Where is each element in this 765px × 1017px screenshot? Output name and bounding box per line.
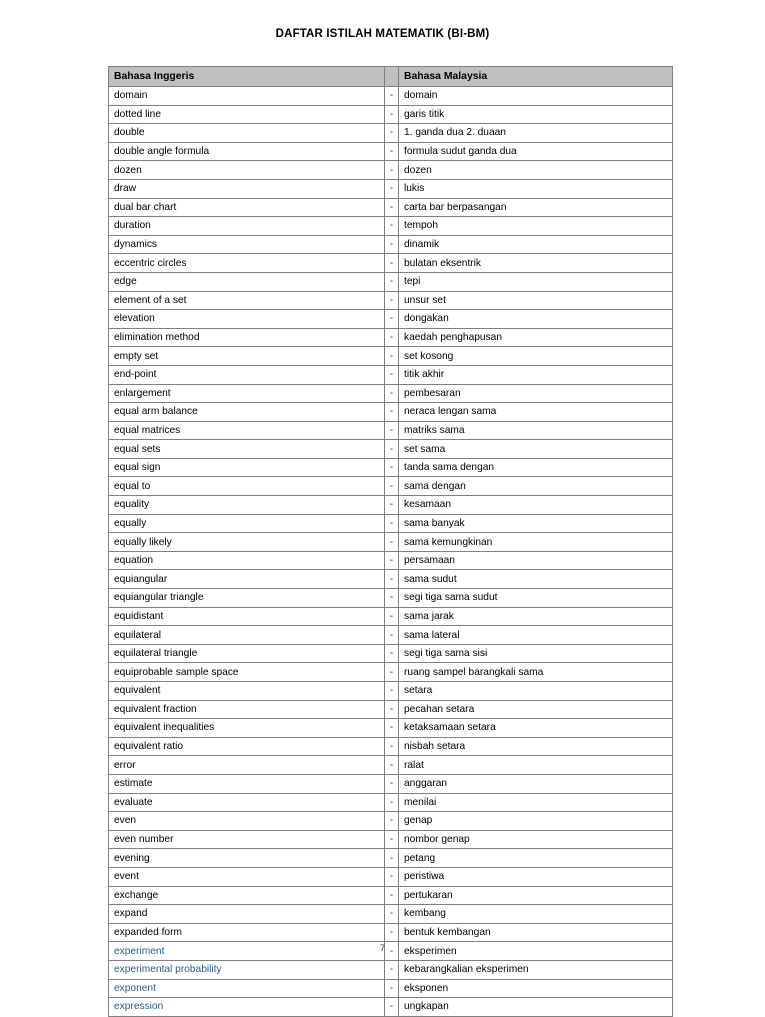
term-english: experiment [109,942,385,961]
term-english: error [109,756,385,775]
term-separator: - [385,756,399,775]
term-malay: domain [399,87,673,106]
term-separator: - [385,514,399,533]
table-row [109,570,673,589]
term-separator: - [385,365,399,384]
term-separator: - [385,272,399,291]
table-row [109,849,673,868]
term-malay: sama banyak [399,514,673,533]
term-malay: kesamaan [399,496,673,515]
term-separator: - [385,570,399,589]
term-english: even number [109,830,385,849]
term-malay: pertukaran [399,886,673,905]
term-separator: - [385,403,399,422]
term-english: elevation [109,310,385,329]
term-separator: - [385,328,399,347]
table-row [109,626,673,645]
term-malay: eksponen [399,979,673,998]
table-row [109,477,673,496]
term-malay: kembang [399,905,673,924]
term-separator: - [385,923,399,942]
table-header-row [109,67,673,87]
table-row [109,458,673,477]
term-english: equiangular [109,570,385,589]
term-english: dual bar chart [109,198,385,217]
table-row [109,272,673,291]
term-english: equal sign [109,458,385,477]
term-separator: - [385,496,399,515]
term-malay: formula sudut ganda dua [399,142,673,161]
term-malay: kebarangkalian eksperimen [399,960,673,979]
term-english: exponent [109,979,385,998]
term-separator: - [385,105,399,124]
term-english: draw [109,179,385,198]
term-separator: - [385,235,399,254]
term-english: expanded form [109,923,385,942]
table-row [109,496,673,515]
table-row [109,347,673,366]
term-english: expand [109,905,385,924]
term-malay: tanda sama dengan [399,458,673,477]
term-malay: persamaan [399,551,673,570]
table-row [109,830,673,849]
term-english: duration [109,217,385,236]
term-separator: - [385,812,399,831]
term-english: enlargement [109,384,385,403]
term-malay: sama sudut [399,570,673,589]
term-malay: tepi [399,272,673,291]
term-separator: - [385,774,399,793]
term-separator: - [385,310,399,329]
term-english: event [109,867,385,886]
table-row [109,663,673,682]
term-english: evening [109,849,385,868]
term-english: equation [109,551,385,570]
term-malay: carta bar berpasangan [399,198,673,217]
table-row [109,886,673,905]
table-row [109,124,673,143]
term-separator: - [385,942,399,961]
term-english: equally likely [109,533,385,552]
term-malay: titik akhir [399,365,673,384]
term-english: expression [109,998,385,1017]
table-row [109,235,673,254]
term-separator: - [385,87,399,106]
column-header-separator [385,67,399,87]
table-row [109,440,673,459]
term-english: equivalent [109,682,385,701]
term-english: double angle formula [109,142,385,161]
term-malay: bulatan eksentrik [399,254,673,273]
term-english: edge [109,272,385,291]
term-english: equivalent fraction [109,700,385,719]
term-english: empty set [109,347,385,366]
term-separator: - [385,644,399,663]
term-separator: - [385,830,399,849]
table-row [109,365,673,384]
term-english: eccentric circles [109,254,385,273]
term-english: exchange [109,886,385,905]
term-malay: neraca lengan sama [399,403,673,422]
term-malay: menilai [399,793,673,812]
term-english: equiprobable sample space [109,663,385,682]
table-row [109,682,673,701]
table-row [109,979,673,998]
term-separator: - [385,384,399,403]
term-separator: - [385,477,399,496]
table-row [109,737,673,756]
term-english: equivalent ratio [109,737,385,756]
term-english: equal matrices [109,421,385,440]
term-english: equal to [109,477,385,496]
term-malay: set kosong [399,347,673,366]
term-english: evaluate [109,793,385,812]
table-row [109,421,673,440]
table-row [109,644,673,663]
term-separator: - [385,217,399,236]
term-english: end-point [109,365,385,384]
term-malay: dozen [399,161,673,180]
term-malay: eksperimen [399,942,673,961]
term-malay: kaedah penghapusan [399,328,673,347]
column-header-english: Bahasa Inggeris [109,67,385,87]
table-row [109,105,673,124]
term-malay: sama jarak [399,607,673,626]
glossary-table [108,66,673,1017]
term-separator: - [385,663,399,682]
term-malay: bentuk kembangan [399,923,673,942]
term-malay: anggaran [399,774,673,793]
term-separator: - [385,179,399,198]
table-row [109,403,673,422]
term-malay: sama dengan [399,477,673,496]
term-separator: - [385,142,399,161]
term-malay: sama lateral [399,626,673,645]
term-malay: garis titik [399,105,673,124]
term-english: equivalent inequalities [109,719,385,738]
column-header-malay: Bahasa Malaysia [399,67,673,87]
term-separator: - [385,589,399,608]
term-separator: - [385,867,399,886]
table-row [109,812,673,831]
term-english: dotted line [109,105,385,124]
term-separator: - [385,960,399,979]
term-malay: ketaksamaan setara [399,719,673,738]
table-row [109,533,673,552]
term-malay: segi tiga sama sudut [399,589,673,608]
table-row [109,923,673,942]
term-english: estimate [109,774,385,793]
table-row [109,217,673,236]
term-english: dynamics [109,235,385,254]
term-separator: - [385,719,399,738]
term-separator: - [385,291,399,310]
term-separator: - [385,979,399,998]
term-separator: - [385,793,399,812]
table-body [109,87,673,1017]
term-english: even [109,812,385,831]
term-separator: - [385,440,399,459]
term-malay: genap [399,812,673,831]
term-english: dozen [109,161,385,180]
term-malay: dinamik [399,235,673,254]
term-english: experimental probability [109,960,385,979]
term-separator: - [385,607,399,626]
table-row [109,607,673,626]
term-separator: - [385,421,399,440]
term-malay: ralat [399,756,673,775]
term-malay: petang [399,849,673,868]
term-separator: - [385,161,399,180]
table-row [109,756,673,775]
table-row [109,589,673,608]
term-malay: pembesaran [399,384,673,403]
table-row [109,719,673,738]
term-malay: lukis [399,179,673,198]
term-english: equilateral triangle [109,644,385,663]
term-english: equiangular triangle [109,589,385,608]
term-malay: nombor genap [399,830,673,849]
term-malay: dongakan [399,310,673,329]
table-row [109,867,673,886]
term-separator: - [385,700,399,719]
term-malay: set sama [399,440,673,459]
table-row [109,310,673,329]
term-separator: - [385,124,399,143]
table-row [109,905,673,924]
term-separator: - [385,886,399,905]
term-malay: unsur set [399,291,673,310]
table-row [109,161,673,180]
term-separator: - [385,198,399,217]
term-malay: matriks sama [399,421,673,440]
term-english: equal arm balance [109,403,385,422]
table-row [109,142,673,161]
term-english: equilateral [109,626,385,645]
term-english: equally [109,514,385,533]
term-english: double [109,124,385,143]
table-row [109,998,673,1017]
term-malay: sama kemungkinan [399,533,673,552]
table-row [109,179,673,198]
term-malay: peristiwa [399,867,673,886]
term-separator: - [385,737,399,756]
table-row [109,291,673,310]
term-separator: - [385,347,399,366]
term-malay: ruang sampel barangkali sama [399,663,673,682]
table-row [109,328,673,347]
table-row [109,774,673,793]
term-separator: - [385,551,399,570]
term-english: element of a set [109,291,385,310]
term-malay: tempoh [399,217,673,236]
table-row [109,551,673,570]
term-malay: nisbah setara [399,737,673,756]
term-separator: - [385,905,399,924]
term-malay: pecahan setara [399,700,673,719]
table-row [109,960,673,979]
term-separator: - [385,682,399,701]
term-english: equality [109,496,385,515]
term-malay: 1. ganda dua 2. duaan [399,124,673,143]
page-title: DAFTAR ISTILAH MATEMATIK (BI-BM) [275,28,490,40]
term-malay: segi tiga sama sisi [399,644,673,663]
page-number: 7 [379,943,386,954]
table-row [109,384,673,403]
term-separator: - [385,849,399,868]
term-english: domain [109,87,385,106]
table-row [109,87,673,106]
table-header [109,67,673,87]
table-row [109,254,673,273]
term-separator: - [385,626,399,645]
table-row [109,700,673,719]
term-separator: - [385,998,399,1017]
term-separator: - [385,458,399,477]
term-english: elimination method [109,328,385,347]
term-malay: setara [399,682,673,701]
term-english: equidistant [109,607,385,626]
table-row [109,198,673,217]
term-malay: ungkapan [399,998,673,1017]
term-separator: - [385,254,399,273]
term-english: equal sets [109,440,385,459]
term-separator: - [385,533,399,552]
table-row [109,514,673,533]
table-row [109,793,673,812]
